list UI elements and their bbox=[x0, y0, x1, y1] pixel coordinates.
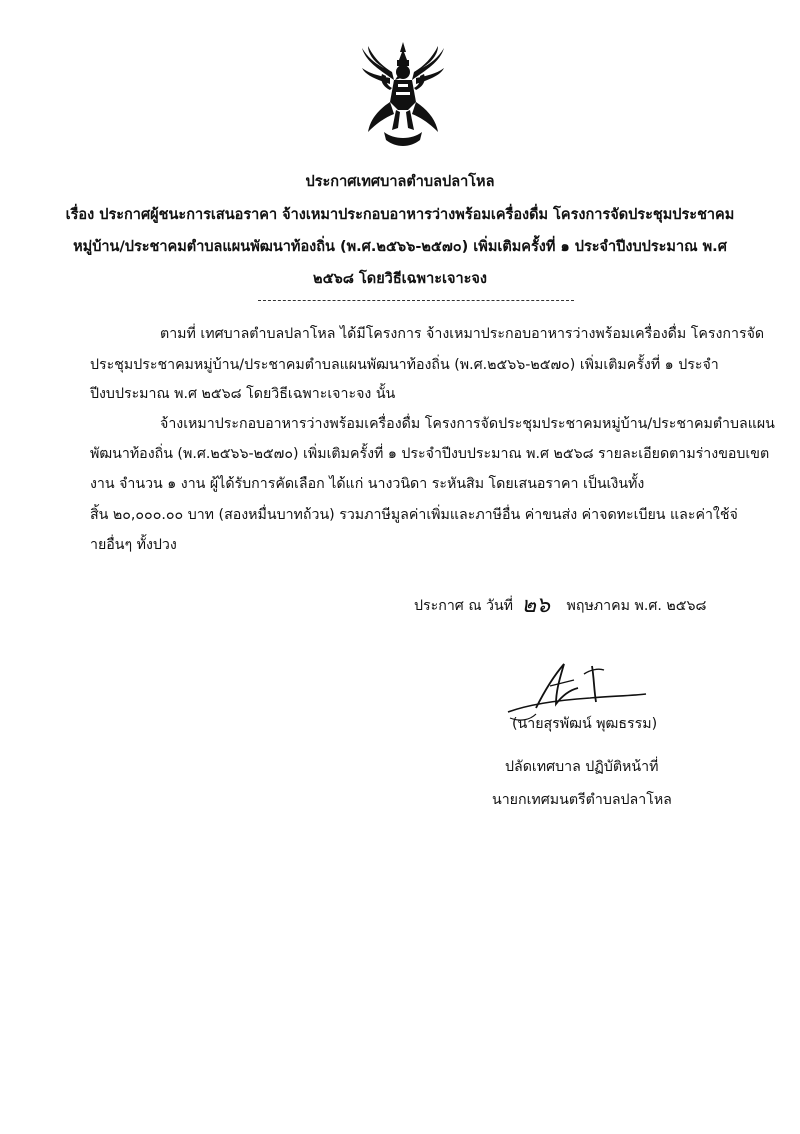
signatory-name: (นายสุรพัฒน์ พุฒธรรม) bbox=[512, 716, 658, 732]
announcement-prefix: ประกาศ ณ วันที่ bbox=[414, 598, 514, 614]
announcement-date bbox=[414, 593, 706, 617]
document-title: ประกาศเทศบาลตำบลปลาโหล bbox=[305, 174, 495, 190]
paragraph-line: ปีงบประมาณ พ.ศ ๒๕๖๘ โดยวิธีเฉพาะเจาะจง นั้น bbox=[90, 386, 396, 402]
paragraph-line: ประชุมประชาคมหมู่บ้าน/ประชาคมตำบลแผนพัฒนาท้องถิ่น (พ.ศ.๒๕๖๖-๒๕๗๐) เพิ่มเติมครั้งที่ ๑ ประจำ bbox=[90, 357, 719, 373]
paragraph-line: จ้างเหมาประกอบอาหารว่างพร้อมเครื่องดื่ม โครงการจัดประชุมประชาคมหมู่บ้าน/ประชาคมตำบลแผน bbox=[160, 416, 775, 432]
paragraph-line: ายอื่นๆ ทั้งปวง bbox=[90, 537, 177, 553]
paragraph-line: ตามที่ เทศบาลตำบลปลาโหล ได้มีโครงการ จ้างเหมาประกอบอาหารว่างพร้อมเครื่องดื่ม โครงการจัด bbox=[160, 326, 765, 342]
subject-line: ๒๕๖๘ โดยวิธีเฉพาะเจาะจง bbox=[313, 271, 487, 287]
divider bbox=[258, 300, 574, 301]
paragraph-line: พัฒนาท้องถิ่น (พ.ศ.๒๕๖๖-๒๕๗๐) เพิ่มเติมครั้งที่ ๑ ประจำปีงบประมาณ พ.ศ ๒๕๖๘ รายละเอียดตามร่างขอบเขต bbox=[90, 446, 770, 462]
garuda-emblem-icon bbox=[360, 40, 446, 150]
announcement-month-year: พฤษภาคม พ.ศ. ๒๕๖๘ bbox=[566, 598, 707, 614]
subject-line: เรื่อง ประกาศผู้ชนะการเสนอราคา จ้างเหมาประกอบอาหารว่างพร้อมเครื่องดื่ม โครงการจัดประชุมประชาคม bbox=[65, 207, 735, 223]
subject-line: หมู่บ้าน/ประชาคมตำบลแผนพัฒนาท้องถิ่น (พ.ศ.๒๕๖๖-๒๕๗๐) เพิ่มเติมครั้งที่ ๑ ประจำปีงบประมาณ พ.ศ bbox=[73, 239, 727, 255]
signatory-position: นายกเทศมนตรีตำบลปลาโหล bbox=[492, 792, 672, 808]
announcement-day: ๒๖ bbox=[521, 593, 550, 618]
paragraph-line: สิ้น ๒๐,๐๐๐.๐๐ บาท (สองหมื่นบาทถ้วน) รวมภาษีมูลค่าเพิ่มและภาษีอื่น ค่าขนส่ง ค่าจดทะเบียน และค่าใช้จ่ bbox=[90, 507, 738, 523]
paragraph-line: งาน จำนวน ๑ งาน ผู้ได้รับการคัดเลือก ได้แก่ นางวนิดา ระหันสิม โดยเสนอราคา เป็นเงินทั้ง bbox=[90, 476, 645, 492]
signatory-position: ปลัดเทศบาล ปฏิบัติหน้าที่ bbox=[505, 759, 659, 775]
